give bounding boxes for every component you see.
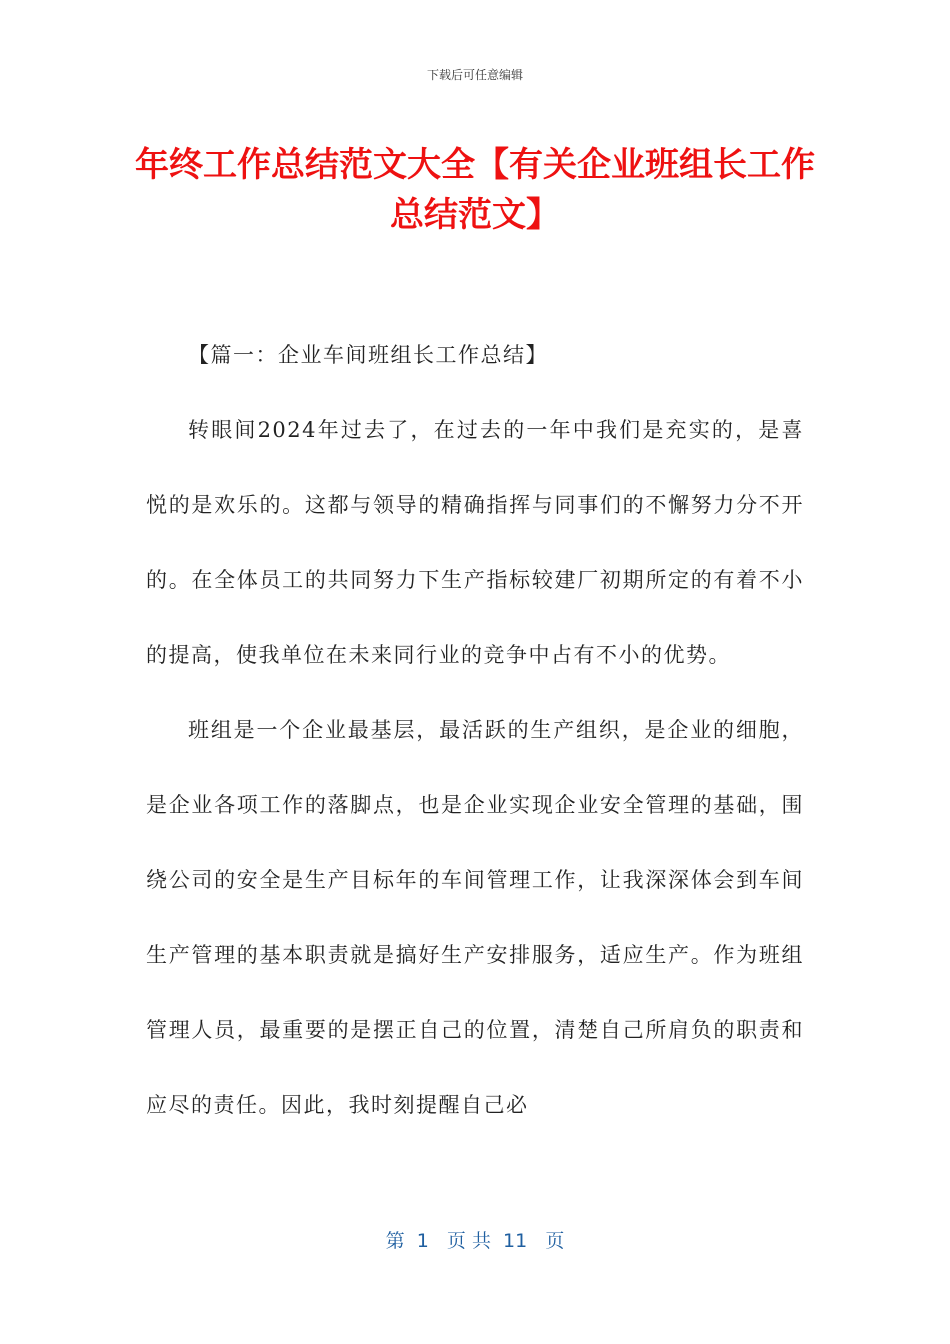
page-header-note: 下载后可任意编辑	[426, 68, 523, 82]
paragraph-1: 转眼间2024年过去了，在过去的一年中我们是充实的，是喜悦的是欢乐的。这都与领导的精确指挥与同事们的不懈努力分不开的。在全体员工的共同努力下生产指标较建厂初期所定的有着不小的提高，使我单位在未来同行业的竞争中占有不小的优势。	[146, 418, 804, 667]
page-number-footer: 第 1 页 共 11 页	[385, 1230, 565, 1252]
section-heading: 【篇一：企业车间班组长工作总结】	[188, 343, 548, 367]
document-body	[146, 318, 804, 1143]
paragraph-2: 班组是一个企业最基层，最活跃的生产组织，是企业的细胞，是企业各项工作的落脚点，也是企业实现企业安全管理的基础，围绕公司的安全是生产目标年的车间管理工作，让我深深体会到车间生产管理的基本职责就是搞好生产安排服务，适应生产。作为班组管理人员，最重要的是摆正自己的位置，清楚自己所肩负的职责和应尽的责任。因此，我时刻提醒自己必	[146, 718, 804, 1117]
document-title: 年终工作总结范文大全【有关企业班组长工作总结范文】	[135, 145, 815, 235]
